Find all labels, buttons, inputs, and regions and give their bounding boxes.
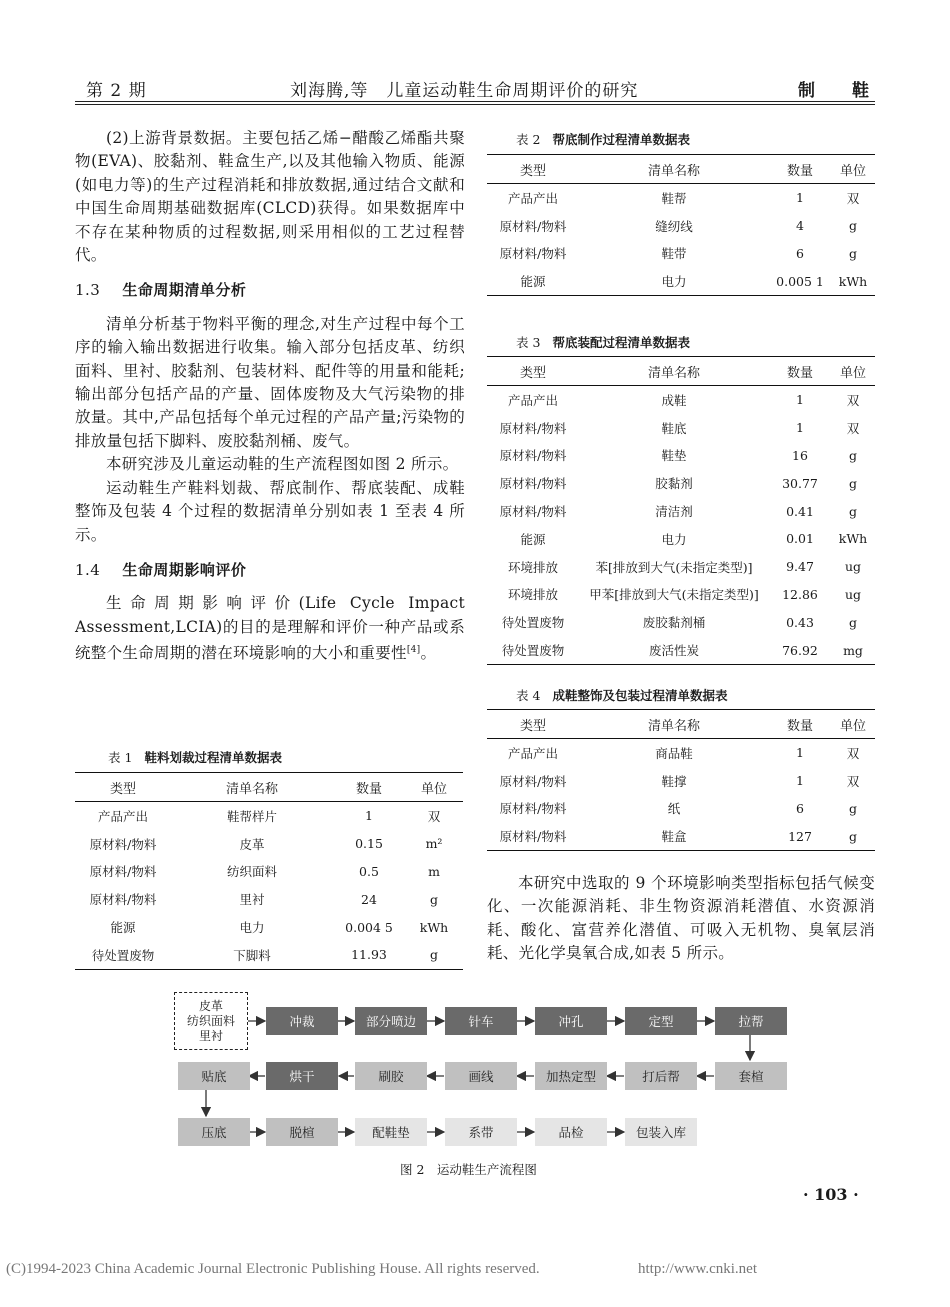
table-cell: 1	[796, 190, 804, 206]
table-cell: 127	[769, 822, 831, 850]
table-cell: ug	[844, 586, 862, 602]
table-cell: kWh	[838, 531, 868, 547]
table-cell: 原材料/物料	[499, 420, 567, 436]
copyright-notice: (C)1994-2023 China Academic Journal Electronic Publishing House. All rights reserved.	[6, 1261, 540, 1277]
flowchart-input-materials	[174, 992, 248, 1050]
table-cell: 双	[846, 190, 860, 206]
table-cell: 双	[846, 773, 860, 789]
column-header: 清单名称	[579, 710, 769, 739]
table-cell: 76.92	[769, 636, 831, 664]
section-number: 1.3	[75, 281, 101, 300]
table-cell: 1	[796, 420, 804, 436]
table-cell: 0.15	[355, 836, 383, 852]
column-header: 单位	[831, 155, 875, 184]
table-cell: 4	[796, 218, 804, 234]
paragraph-table-ref: 运动鞋生产鞋料划裁、帮底制作、帮底装配、成鞋整饰及包装 4 个过程的数据清单分别如表 1 至表 4 所示。	[75, 478, 465, 544]
step-sole-pressing: 压底	[178, 1118, 250, 1146]
input-material: 里衬	[198, 1028, 223, 1043]
table-cell: g	[429, 891, 438, 907]
journal-name: 制 鞋	[798, 81, 870, 101]
paragraph-figure-ref: 本研究涉及儿童运动鞋的生产流程图如图 2 所示。	[106, 455, 459, 474]
table-cell: 产品产出	[507, 745, 558, 761]
table-cell: 成鞋	[661, 392, 687, 408]
table-cell: 鞋帮样片	[226, 808, 277, 824]
section-number: 1.4	[75, 560, 101, 579]
table-cell: 待处置废物	[75, 941, 171, 969]
table-cell: 0.005 1	[769, 267, 831, 295]
column-header: 类型	[487, 155, 579, 184]
column-header: 单位	[405, 773, 463, 802]
step-heel-lasting: 打后帮	[625, 1062, 697, 1090]
table-cell: 原材料/物料	[499, 476, 567, 492]
column-header: 单位	[831, 357, 875, 386]
table-cell: 1	[796, 392, 804, 408]
table-cell: 原材料/物料	[499, 448, 567, 464]
paragraph-upstream-data: (2)上游背景数据。主要包括乙烯−醋酸乙烯酯共聚物(EVA)、胶黏剂、鞋盒生产,以及其他输入物质、能源(如电力等)的生产过程消耗和排放数据,通过结合文献和中国生命周期基础数据库(CLCD)获得。如果数据库中不存在某种物质的过程数据,则采用相似的工艺过程替代。	[75, 129, 465, 265]
table-cell: 1	[796, 745, 804, 761]
table-cell: 1	[796, 773, 804, 789]
step-delasting: 脱楦	[266, 1118, 338, 1146]
paragraph-impact-categories: 本研究中选取的 9 个环境影响类型指标包括气候变化、一次能源消耗、非生物资源消耗潜值、水资源消耗、酸化、富营养化潜值、可吸入无机物、臭氧层消耗、光化学臭氧合成,如表 5 所示。	[487, 874, 875, 963]
table-cell: 双	[427, 808, 441, 824]
input-material: 皮革	[198, 998, 223, 1013]
table-cell: 纸	[667, 801, 681, 817]
table-cell: g	[831, 822, 875, 850]
table-cell: 24	[361, 891, 377, 907]
table-cell: kWh	[419, 919, 449, 935]
table-cell: 商品鞋	[655, 745, 693, 761]
table-cell: 原材料/物料	[487, 822, 579, 850]
step-drying: 烘干	[266, 1062, 338, 1090]
table-cell: 待处置废物	[501, 615, 565, 631]
table-cell: g	[848, 447, 857, 463]
page-number: · 103 ·	[803, 1185, 859, 1204]
table-cell: 0.01	[786, 531, 814, 547]
table-cell: 原材料/物料	[499, 218, 567, 234]
column-header: 数量	[769, 155, 831, 184]
table-cell: 能源	[487, 267, 579, 295]
table-cell: g	[848, 800, 857, 816]
table-title: 帮底装配过程清单数据表	[552, 335, 690, 350]
step-packaging: 包装入库	[625, 1118, 697, 1146]
table-cell: g	[848, 245, 857, 261]
table-cell: 鞋撑	[661, 773, 687, 789]
table-title: 鞋料划裁过程清单数据表	[144, 750, 282, 765]
column-header: 数量	[769, 357, 831, 386]
table-label: 表 1	[108, 750, 133, 765]
table-cell: 12.86	[782, 586, 818, 602]
column-header: 清单名称	[579, 357, 769, 386]
step-insole-fitting: 配鞋垫	[355, 1118, 427, 1146]
input-material: 纺织面料	[186, 1013, 235, 1028]
table-cell: 0.43	[786, 614, 814, 630]
table-cell: 16	[792, 447, 808, 463]
lcia-text: 生命周期影响评价(Life Cycle Impact Assessment,LCIA)的目的是理解和评价一种产品或系统整个生命周期的潜在环境影响的大小和重要性	[75, 594, 465, 663]
table-cell: 1	[365, 808, 373, 824]
step-partial-edge-spray: 部分喷边	[355, 1007, 427, 1035]
table-cell: 纺织面料	[226, 864, 277, 880]
column-header: 清单名称	[171, 773, 333, 802]
table-cell: 待处置废物	[487, 636, 579, 664]
table-cell: 9.47	[786, 559, 814, 575]
table-cell: 产品产出	[507, 392, 558, 408]
step-heat-setting: 加热定型	[535, 1062, 607, 1090]
table-cell: 双	[846, 420, 860, 436]
table-cell: 鞋帮	[661, 190, 687, 206]
table-label: 表 4	[516, 688, 541, 703]
table-cell: 环境排放	[507, 559, 558, 575]
table-cell: 原材料/物料	[499, 246, 567, 262]
table-cell: 原材料/物料	[89, 836, 157, 852]
table-cell: 苯[排放到大气(未指定类型)]	[595, 559, 753, 575]
issue-number: 第 2 期	[86, 81, 147, 101]
table-cell: g	[405, 941, 463, 969]
footer-url[interactable]: http://www.cnki.net	[638, 1261, 758, 1277]
table-title: 成鞋整饰及包装过程清单数据表	[552, 688, 728, 703]
table-cell: 0.004 5	[345, 919, 393, 935]
table-cell: kWh	[831, 267, 875, 295]
table-cell: 里衬	[239, 892, 265, 908]
section-title: 生命周期清单分析	[122, 281, 247, 300]
step-inspection: 品检	[535, 1118, 607, 1146]
table-cell: 双	[846, 392, 860, 408]
table-cell: 缝纫线	[655, 218, 693, 234]
table-cell: 原材料/物料	[89, 864, 157, 880]
table-cell: 废活性炭	[579, 636, 769, 664]
step-marking: 画线	[445, 1062, 517, 1090]
table-cell: 鞋盒	[579, 822, 769, 850]
column-header: 类型	[75, 773, 171, 802]
table-cell: 电力	[239, 920, 265, 936]
paragraph-inventory: 清单分析基于物料平衡的理念,对生产过程中每个工序的输入输出数据进行收集。输入部分包括皮革、纺织面料、里衬、胶黏剂、包装材料、配件等的用量和能耗;输出部分包括产品的产量、固体废物及大气污染物的排放量。其中,产品包括每个单元过程的产品产量;污染物的排放量包括下脚料、废胶黏剂桶、废气。	[75, 314, 465, 450]
table-cell: 原材料/物料	[89, 892, 157, 908]
table-cell: m²	[425, 836, 443, 852]
step-lacing: 系带	[445, 1118, 517, 1146]
table-cell: 原材料/物料	[499, 504, 567, 520]
step-punching: 冲裁	[266, 1007, 338, 1035]
table-cell: m	[428, 863, 440, 879]
column-header: 清单名称	[579, 155, 769, 184]
table-cell: 6	[796, 245, 804, 261]
table-cell: 双	[846, 745, 860, 761]
figure-caption: 图 2 运动鞋生产流程图	[400, 1162, 537, 1177]
table-cell: g	[848, 475, 857, 491]
table-cell: 电力	[579, 267, 769, 295]
running-title: 刘海腾,等 儿童运动鞋生命周期评价的研究	[290, 81, 639, 101]
table-cell: 皮革	[239, 836, 265, 852]
table-cell: 环境排放	[507, 587, 558, 603]
table-cell: 甲苯[排放到大气(未指定类型)]	[589, 587, 759, 603]
table-label: 表 2	[516, 132, 541, 147]
table-cell: 废胶黏剂桶	[642, 615, 706, 631]
table-cell: 11.93	[333, 941, 405, 969]
column-header: 数量	[333, 773, 405, 802]
table-cell: mg	[831, 636, 875, 664]
table-cell: 6	[796, 800, 804, 816]
citation: [4]	[406, 645, 421, 656]
step-sole-attaching: 贴底	[178, 1062, 250, 1090]
table-cell: 能源	[520, 531, 546, 547]
step-shaping: 定型	[625, 1007, 697, 1035]
table-cell: 鞋垫	[661, 448, 687, 464]
step-hole-punching: 冲孔	[535, 1007, 607, 1035]
table-cell: 原材料/物料	[499, 773, 567, 789]
table-cell: 30.77	[782, 475, 818, 491]
column-header: 数量	[769, 710, 831, 739]
table-cell: 鞋带	[661, 246, 687, 262]
table-cell: 0.41	[786, 503, 814, 519]
table-cell: 能源	[110, 920, 136, 936]
table-cell: 0.5	[359, 863, 379, 879]
table-cell: g	[848, 503, 857, 519]
table-cell: 产品产出	[97, 808, 148, 824]
lcia-end: 。	[420, 644, 437, 663]
table-cell: 胶黏剂	[655, 476, 693, 492]
table-title: 帮底制作过程清单数据表	[552, 132, 690, 147]
table-label: 表 3	[516, 335, 541, 350]
table-cell: 原材料/物料	[499, 801, 567, 817]
step-last-fitting: 套楦	[715, 1062, 787, 1090]
table-cell: 产品产出	[507, 190, 558, 206]
column-header: 类型	[487, 710, 579, 739]
table-cell: 鞋底	[661, 420, 687, 436]
table-cell: 电力	[661, 531, 687, 547]
table-cell: 清洁剂	[655, 504, 693, 520]
table-cell: 下脚料	[171, 941, 333, 969]
column-header: 类型	[487, 357, 579, 386]
section-title: 生命周期影响评价	[122, 560, 247, 579]
step-lasting: 拉帮	[715, 1007, 787, 1035]
table-cell: ug	[844, 559, 862, 575]
table-cell: g	[848, 218, 857, 234]
step-glue-brushing: 刷胶	[355, 1062, 427, 1090]
table-cell: g	[848, 614, 857, 630]
column-header: 单位	[831, 710, 875, 739]
step-stitching: 针车	[445, 1007, 517, 1035]
